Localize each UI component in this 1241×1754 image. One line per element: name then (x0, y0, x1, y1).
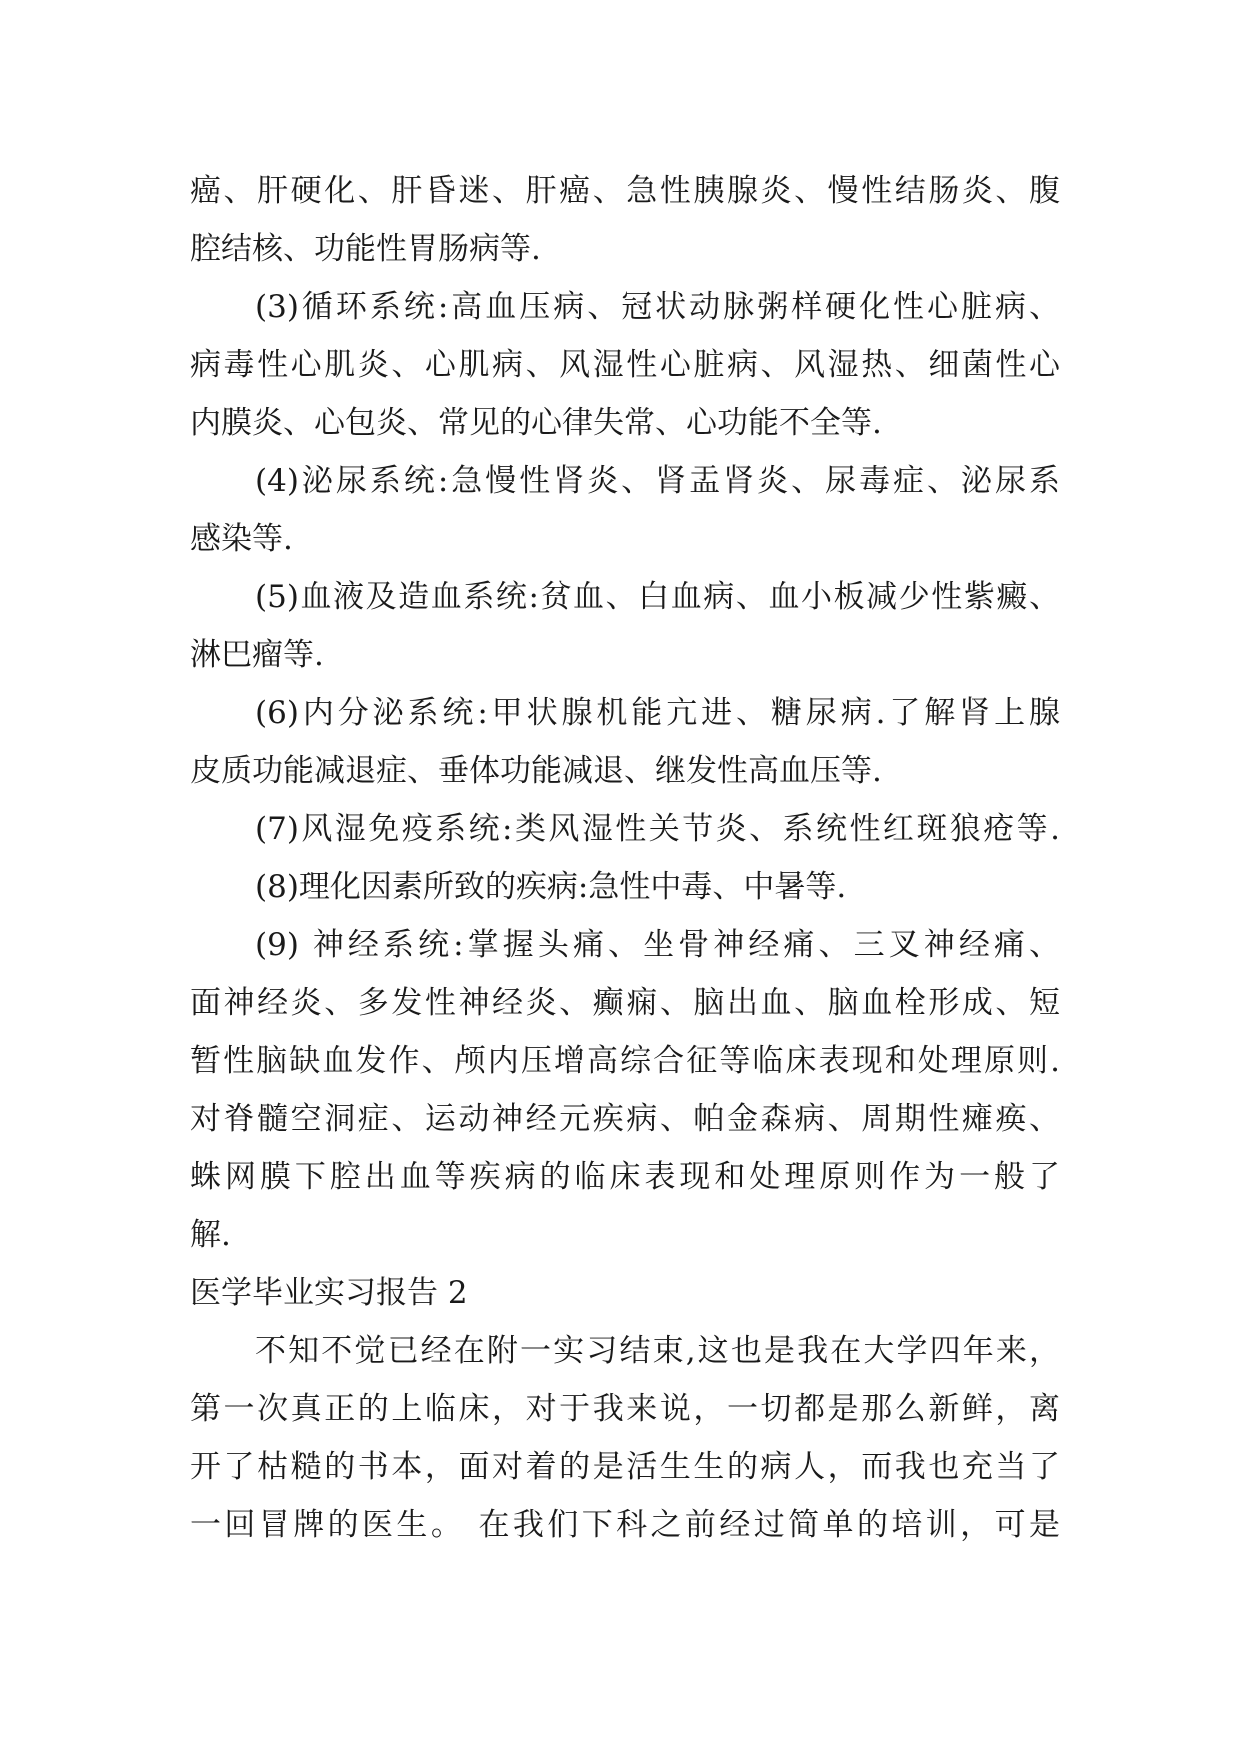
text-line: 解. (190, 1217, 231, 1253)
text-line: (6)内分泌系统:甲状腺机能亢进、糖尿病.了解肾上腺 (255, 695, 1060, 731)
text-line: 癌、肝硬化、肝昏迷、肝癌、急性胰腺炎、慢性结肠炎、腹 (190, 173, 1060, 209)
text-line: 病毒性心肌炎、心肌病、风湿性心脏病、风湿热、细菌性心 (190, 347, 1060, 383)
text-line: 皮质功能减退症、垂体功能减退、继发性高血压等. (190, 753, 882, 789)
text-line: 开了枯糙的书本，面对着的是活生生的病人，而我也充当了 (190, 1449, 1060, 1485)
text-line: 一回冒牌的医生。 在我们下科之前经过简单的培训，可是 (190, 1507, 1060, 1543)
text-line: 对脊髓空洞症、运动神经元疾病、帕金森病、周期性瘫痪、 (190, 1101, 1060, 1137)
text-line: (3)循环系统:高血压病、冠状动脉粥样硬化性心脏病、 (255, 289, 1060, 325)
text-line: (8)理化因素所致的疾病:急性中毒、中暑等. (255, 869, 847, 905)
text-line: 暂性脑缺血发作、颅内压增高综合征等临床表现和处理原则. (190, 1043, 1060, 1079)
text-line: (4)泌尿系统:急慢性肾炎、肾盂肾炎、尿毒症、泌尿系 (255, 463, 1060, 499)
text-line: 内膜炎、心包炎、常见的心律失常、心功能不全等. (190, 405, 882, 441)
document-body (190, 162, 1060, 1554)
text-line: (9) 神经系统:掌握头痛、坐骨神经痛、三叉神经痛、 (255, 927, 1060, 963)
text-line: 面神经炎、多发性神经炎、癫痫、脑出血、脑血栓形成、短 (190, 985, 1060, 1021)
text-line: 感染等. (190, 521, 293, 557)
text-line: 蛛网膜下腔出血等疾病的临床表现和处理原则作为一般了 (190, 1159, 1060, 1195)
text-line: 不知不觉已经在附一实习结束,这也是我在大学四年来， (255, 1333, 1060, 1369)
text-line: (5)血液及造血系统:贫血、白血病、血小板减少性紫癜、 (255, 579, 1060, 615)
text-line: 淋巴瘤等. (190, 637, 324, 673)
section-heading: 医学毕业实习报告 2 (190, 1275, 468, 1311)
text-line: 第一次真正的上临床，对于我来说，一切都是那么新鲜，离 (190, 1391, 1060, 1427)
text-line: 腔结核、功能性胃肠病等. (190, 231, 541, 267)
text-line: (7)风湿免疫系统:类风湿性关节炎、系统性红斑狼疮等. (255, 811, 1060, 847)
